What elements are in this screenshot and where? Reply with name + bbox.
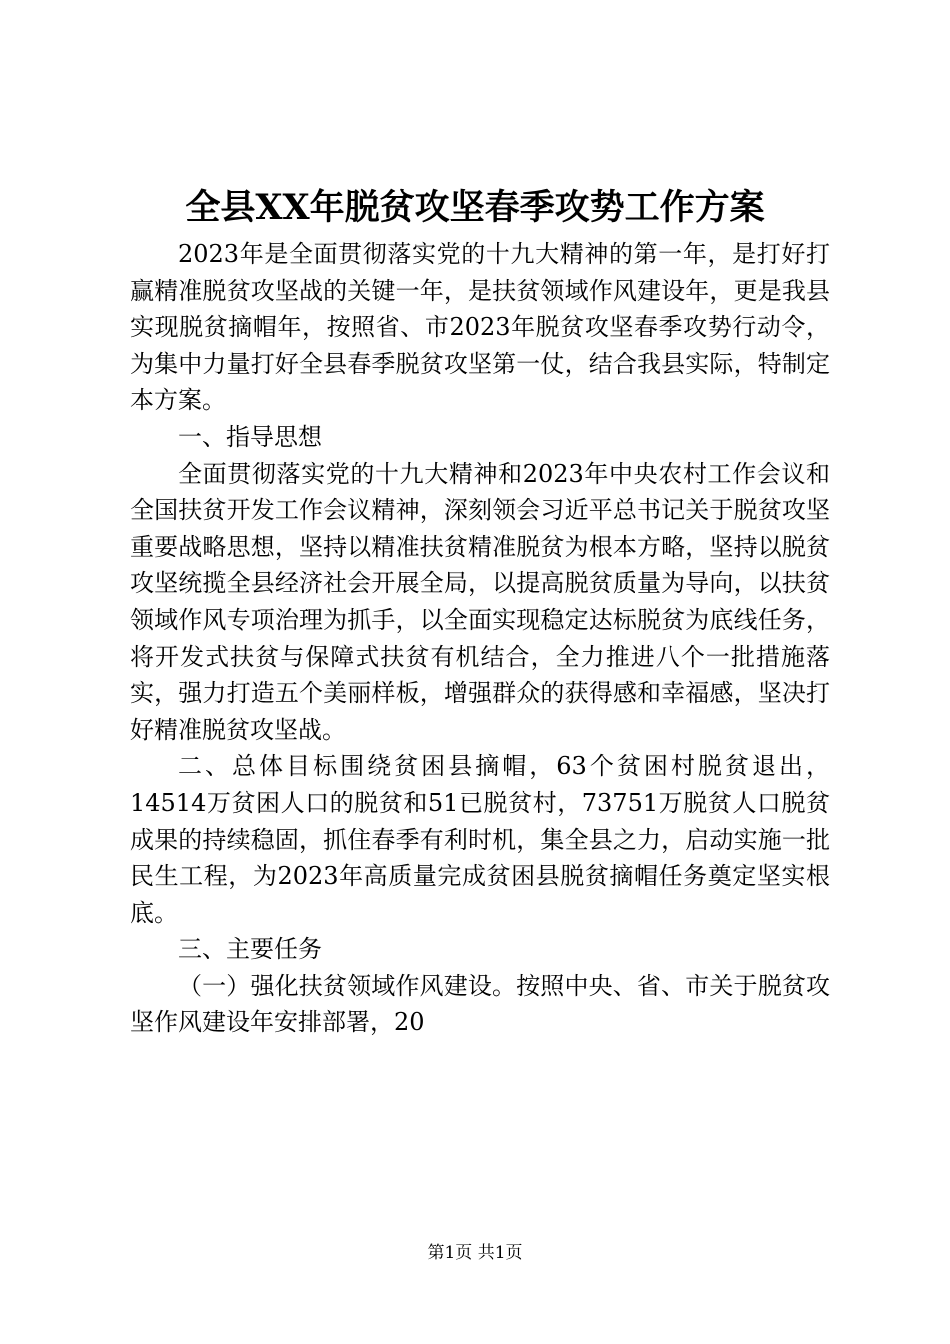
document-body [130,236,830,1041]
page-footer: 第1页 共1页 [427,1243,523,1263]
section-heading-guiding-ideology: 一、指导思想 [178,422,322,451]
paragraph-intro: 2023年是全面贯彻落实党的十九大精神的第一年，是打好打赢精准脱贫攻坚战的关键一年，是扶贫领域作风建设年，更是我县实现脱贫摘帽年，按照省、市2023年脱贫攻坚春季攻势行动令，为集中力量打好全县春季脱贫攻坚第一仗，结合我县实际，特制定本方案。 [130,240,830,415]
paragraph-guiding-ideology: 全面贯彻落实党的十九大精神和2023年中央农村工作会议和全国扶贫开发工作会议精神，深刻领会习近平总书记关于脱贫攻坚重要战略思想，坚持以精准扶贫精准脱贫为根本方略，坚持以脱贫攻坚统揽全县经济社会开展全局，以提高脱贫质量为导向，以扶贫领域作风专项治理为抓手，以全面实现稳定达标脱贫为底线任务，将开发式扶贫与保障式扶贫有机结合，全力推进八个一批措施落实，强力打造五个美丽样板，增强群众的获得感和幸福感，坚决打好精准脱贫攻坚战。 [130,459,830,744]
paragraph-overall-goal: 二、总体目标围绕贫困县摘帽，63个贫困村脱贫退出，14514万贫困人口的脱贫和51已脱贫村，73751万脱贫人口脱贫成果的持续稳固，抓住春季有利时机，集全县之力，启动实施一批民生工程，为2023年高质量完成贫困县脱贫摘帽任务奠定坚实根底。 [130,752,830,927]
paragraph-task-one: （一）强化扶贫领域作风建设。按照中央、省、市关于脱贫攻坚作风建设年安排部署，20 [130,971,830,1037]
document-title: 全县XX年脱贫攻坚春季攻势工作方案 [185,187,765,228]
section-heading-main-tasks: 三、主要任务 [178,935,322,964]
